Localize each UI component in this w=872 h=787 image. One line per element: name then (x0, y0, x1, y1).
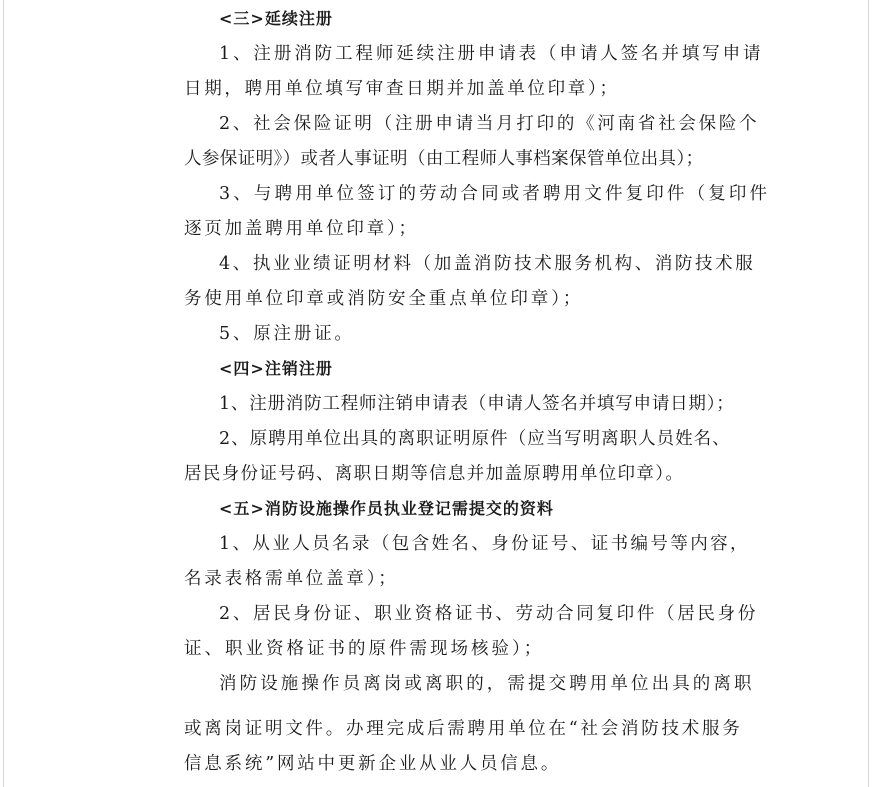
renewal-item-3-line-1: 3、与聘用单位签订的劳动合同或者聘用文件复印件（复印件 (219, 184, 771, 204)
operator-note-line-2: 或离岗证明文件。办理完成后需聘用单位在“社会消防技术服务 (184, 719, 743, 739)
renewal-item-2-line-2: 人参保证明》）或者人事证明（由工程师人事档案保管单位出具）； (184, 149, 704, 169)
operator-item-1-line-2: 名录表格需单位盖章）； (184, 569, 399, 589)
operator-note-line-1: 消防设施操作员离岗或离职的，需提交聘用单位出具的离职 (219, 674, 755, 694)
renewal-item-5-line-1: 5、原注册证。 (219, 324, 355, 344)
section-heading-cancellation: <四>注销注册 (219, 359, 333, 378)
cancellation-item-1-line-1: 1、注册消防工程师注销申请表（申请人签名并填写申请日期）； (219, 394, 735, 414)
renewal-item-1-line-2: 日期，聘用单位填写审查日期并加盖单位印章）； (184, 79, 620, 99)
renewal-item-4-line-2: 务使用单位印章或消防安全重点单位印章）； (184, 289, 584, 309)
section-heading-operator-registration: <五>消防设施操作员执业登记需提交的资料 (219, 499, 554, 518)
page-left-border (3, 0, 4, 787)
renewal-item-2-line-1: 2、社会保险证明（注册申请当月打印的《河南省社会保险个 (219, 114, 760, 134)
operator-note-line-3: 信息系统”网站中更新企业从业人员信息。 (184, 754, 562, 774)
section-heading-renewal: <三>延续注册 (219, 9, 333, 28)
page-right-border (868, 0, 869, 787)
operator-item-2-line-1: 2、居民身份证、职业资格证书、劳动合同复印件（居民身份 (219, 604, 759, 624)
cancellation-item-2-line-1: 2、原聘用单位出具的离职证明原件（应当写明离职人员姓名、 (219, 429, 731, 449)
cancellation-item-2-line-2: 居民身份证号码、离职日期等信息并加盖原聘用单位印章）。 (184, 464, 685, 484)
renewal-item-1-line-1: 1、注册消防工程师延续注册申请表（申请人签名并填写申请 (219, 44, 764, 64)
operator-item-2-line-2: 证、职业资格证书的原件需现场核验）； (184, 639, 545, 659)
renewal-item-4-line-1: 4、执业业绩证明材料（加盖消防技术服务机构、消防技术服 (219, 254, 756, 274)
renewal-item-3-line-2: 逐页加盖聘用单位印章）； (184, 219, 419, 239)
operator-item-1-line-1: 1、从业人员名录（包含姓名、身份证号、证书编号等内容， (219, 534, 750, 554)
